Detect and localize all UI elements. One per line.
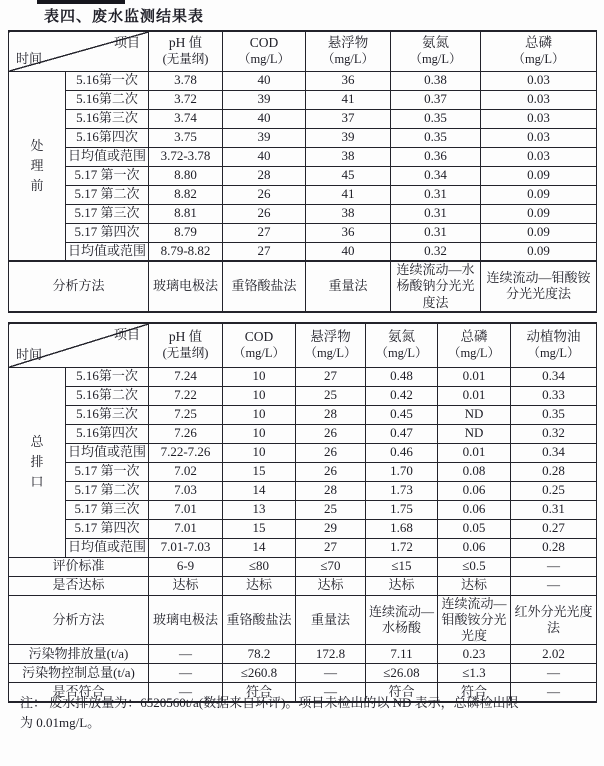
- data-cell: 0.03: [481, 90, 597, 109]
- corner-time-label: 时间: [16, 347, 43, 363]
- table-row: [9, 204, 597, 223]
- data-cell: 0.27: [511, 519, 597, 538]
- column-header: [149, 323, 223, 367]
- footer-cell: 符合: [366, 683, 438, 702]
- footer-cell: ≤260.8: [223, 664, 296, 683]
- table-outlet: [8, 322, 597, 703]
- footer-cell: 达标: [296, 576, 366, 595]
- column-unit: （mg/L）: [304, 345, 357, 360]
- column-header: [306, 31, 391, 71]
- footer-cell: ≤0.5: [438, 557, 511, 576]
- data-cell: 28: [296, 481, 366, 500]
- row-label: 5.16第二次: [66, 90, 149, 109]
- data-cell: 0.31: [511, 500, 597, 519]
- column-name: pH 值: [168, 35, 203, 50]
- data-cell: 3.74: [149, 109, 223, 128]
- data-cell: 0.31: [391, 223, 481, 242]
- footer-cell: —: [511, 664, 597, 683]
- data-cell: 0.05: [438, 519, 511, 538]
- row-label: 5.16第一次: [66, 367, 149, 386]
- row-label: 5.17 第二次: [66, 185, 149, 204]
- column-name: COD: [244, 329, 274, 344]
- data-cell: 27: [223, 223, 306, 242]
- data-cell: 7.02: [149, 462, 223, 481]
- data-cell: 29: [296, 519, 366, 538]
- data-cell: 28: [296, 405, 366, 424]
- data-cell: 0.08: [438, 462, 511, 481]
- data-cell: 39: [223, 90, 306, 109]
- data-cell: 26: [296, 443, 366, 462]
- column-name: 悬浮物: [310, 329, 351, 344]
- data-cell: 0.35: [391, 109, 481, 128]
- row-label: 5.17 第四次: [66, 519, 149, 538]
- data-cell: 41: [306, 90, 391, 109]
- footer-cell: 重铬酸盐法: [223, 595, 296, 645]
- footer-cell: 172.8: [296, 645, 366, 664]
- table-pretreatment: [8, 30, 597, 313]
- footer-row: [9, 557, 597, 576]
- table-row: [9, 109, 597, 128]
- data-cell: 0.37: [391, 90, 481, 109]
- data-cell: 10: [223, 443, 296, 462]
- corner-header: [9, 323, 149, 367]
- footer-cell: 2.02: [511, 645, 597, 664]
- column-unit: （mg/L）: [527, 345, 580, 360]
- data-cell: ND: [438, 424, 511, 443]
- footer-cell: 达标: [223, 576, 296, 595]
- table-row: [9, 481, 597, 500]
- table-row: [9, 71, 597, 90]
- data-cell: 0.03: [481, 128, 597, 147]
- footer-row-label: 是否达标: [9, 576, 149, 595]
- data-cell: 0.09: [481, 223, 597, 242]
- footnote-line2: 为 0.01mg/L。: [20, 714, 101, 730]
- data-cell: 7.25: [149, 405, 223, 424]
- footer-cell: 达标: [366, 576, 438, 595]
- data-cell: 1.75: [366, 500, 438, 519]
- data-cell: 7.01: [149, 500, 223, 519]
- footer-cell: ≤70: [296, 557, 366, 576]
- row-label: 5.17 第四次: [66, 223, 149, 242]
- data-cell: 0.47: [366, 424, 438, 443]
- row-label: 5.16第二次: [66, 386, 149, 405]
- data-cell: 0.35: [511, 405, 597, 424]
- data-cell: 0.34: [511, 367, 597, 386]
- corner-item-label: 项目: [113, 35, 140, 50]
- data-cell: 0.09: [481, 204, 597, 223]
- data-cell: 38: [306, 204, 391, 223]
- data-cell: 3.75: [149, 128, 223, 147]
- column-unit: （mg/L）: [375, 345, 428, 360]
- footer-cell: ≤80: [223, 557, 296, 576]
- footer-cell: ≤1.3: [438, 664, 511, 683]
- data-cell: 39: [306, 128, 391, 147]
- data-cell: 25: [296, 500, 366, 519]
- footer-cell: —: [511, 557, 597, 576]
- data-cell: 8.79: [149, 223, 223, 242]
- table-row: [9, 424, 597, 443]
- column-name: COD: [249, 35, 279, 50]
- footer-cell: 符合: [223, 683, 296, 702]
- column-header: [223, 31, 306, 71]
- data-cell: 0.38: [391, 71, 481, 90]
- row-label: 5.17 第三次: [66, 500, 149, 519]
- table-row: [9, 500, 597, 519]
- data-cell: 45: [306, 166, 391, 185]
- footer-row: [9, 664, 597, 683]
- table-row: [9, 185, 597, 204]
- footer-row-label: 评价标准: [9, 557, 149, 576]
- data-cell: 8.82: [149, 185, 223, 204]
- footer-cell: 重量法: [306, 261, 391, 312]
- data-cell: 8.80: [149, 166, 223, 185]
- table-row: [9, 443, 597, 462]
- data-cell: 37: [306, 109, 391, 128]
- footer-cell: —: [149, 645, 223, 664]
- column-unit: (无量纲): [162, 345, 209, 360]
- footer-row: [9, 645, 597, 664]
- data-cell: ND: [438, 405, 511, 424]
- data-cell: 10: [223, 405, 296, 424]
- column-name: 总磷: [525, 35, 552, 50]
- data-cell: 0.09: [481, 185, 597, 204]
- row-label: 5.16第四次: [66, 128, 149, 147]
- footer-cell: —: [296, 664, 366, 683]
- footer-row-label: 污染物控制总量(t/a): [9, 664, 149, 683]
- data-cell: 40: [223, 71, 306, 90]
- column-name: 氨氮: [422, 35, 449, 50]
- column-unit: （mg/L）: [232, 345, 286, 360]
- corner-header: [9, 31, 149, 71]
- footer-cell: 连续流动—水杨酸钠分光光度法: [391, 261, 481, 312]
- footer-cell: 红外分光光度法: [511, 595, 597, 645]
- column-unit: （mg/L）: [237, 51, 291, 66]
- footer-cell: 连续流动—钼酸铵分光光度: [438, 595, 511, 645]
- table-row: [9, 223, 597, 242]
- footer-cell: ≤15: [366, 557, 438, 576]
- row-label: 日均值或范围: [66, 242, 149, 261]
- column-name: 动植物油: [526, 329, 581, 344]
- data-cell: 8.81: [149, 204, 223, 223]
- footer-cell: ≤26.08: [366, 664, 438, 683]
- table-row: [9, 242, 597, 261]
- row-label: 日均值或范围: [66, 538, 149, 557]
- column-unit: (无量纲): [162, 51, 209, 66]
- row-label: 日均值或范围: [66, 443, 149, 462]
- data-cell: 26: [223, 185, 306, 204]
- footer-cell: 达标: [149, 576, 223, 595]
- footer-row-label: 污染物排放量(t/a): [9, 645, 149, 664]
- data-cell: 14: [223, 538, 296, 557]
- data-cell: 0.01: [438, 443, 511, 462]
- table-row: [9, 462, 597, 481]
- column-unit: （mg/L）: [447, 345, 501, 360]
- data-cell: 15: [223, 462, 296, 481]
- row-label: 5.17 第三次: [66, 204, 149, 223]
- column-header: [223, 323, 296, 367]
- column-header: [149, 31, 223, 71]
- footer-cell: 达标: [438, 576, 511, 595]
- data-cell: 0.09: [481, 242, 597, 261]
- data-cell: 27: [296, 538, 366, 557]
- footer-cell: 7.11: [366, 645, 438, 664]
- column-header: [391, 31, 481, 71]
- data-cell: 0.33: [511, 386, 597, 405]
- data-cell: 1.72: [366, 538, 438, 557]
- column-unit: （mg/L）: [409, 51, 462, 66]
- data-cell: 8.79-8.82: [149, 242, 223, 261]
- data-cell: 40: [306, 242, 391, 261]
- column-header: [296, 323, 366, 367]
- data-cell: 0.31: [391, 204, 481, 223]
- column-header: [511, 323, 597, 367]
- data-cell: 28: [223, 166, 306, 185]
- data-cell: 27: [296, 367, 366, 386]
- corner-time-label: 时间: [16, 51, 43, 67]
- footer-row-label: 是否符合: [9, 683, 149, 702]
- footer-cell: —: [296, 683, 366, 702]
- row-label: 5.17 第一次: [66, 166, 149, 185]
- data-cell: 0.42: [366, 386, 438, 405]
- footer-cell: 重铬酸盐法: [223, 261, 306, 312]
- footer-row-label: 分析方法: [9, 595, 149, 645]
- data-cell: 3.78: [149, 71, 223, 90]
- column-header: [481, 31, 597, 71]
- footer-cell: 重量法: [296, 595, 366, 645]
- data-cell: 7.01-7.03: [149, 538, 223, 557]
- footer-cell: 78.2: [223, 645, 296, 664]
- data-cell: 41: [306, 185, 391, 204]
- table-row: [9, 405, 597, 424]
- data-cell: 1.73: [366, 481, 438, 500]
- data-cell: 0.34: [391, 166, 481, 185]
- data-cell: 10: [223, 424, 296, 443]
- corner-item-label: 项目: [113, 327, 140, 342]
- table-row: [9, 90, 597, 109]
- data-cell: 0.06: [438, 500, 511, 519]
- data-cell: 0.03: [481, 71, 597, 90]
- data-cell: 10: [223, 367, 296, 386]
- footer-cell: 符合: [438, 683, 511, 702]
- scan-artifact: [37, 0, 125, 4]
- data-cell: 39: [223, 128, 306, 147]
- footer-cell: —: [149, 664, 223, 683]
- data-cell: 3.72-3.78: [149, 147, 223, 166]
- table-row: [9, 367, 597, 386]
- data-cell: 0.28: [511, 462, 597, 481]
- footer-row: [9, 261, 597, 312]
- data-cell: 0.31: [391, 185, 481, 204]
- column-name: 悬浮物: [327, 35, 369, 50]
- row-label: 日均值或范围: [66, 147, 149, 166]
- data-cell: 7.24: [149, 367, 223, 386]
- footer-row: [9, 595, 597, 645]
- data-cell: 0.46: [366, 443, 438, 462]
- footer-row: [9, 576, 597, 595]
- footer-cell: 6-9: [149, 557, 223, 576]
- footer-cell: —: [511, 683, 597, 702]
- table-row: [9, 538, 597, 557]
- data-cell: 7.01: [149, 519, 223, 538]
- data-cell: 0.06: [438, 481, 511, 500]
- data-cell: 0.01: [438, 386, 511, 405]
- data-cell: 0.03: [481, 147, 597, 166]
- data-cell: 0.25: [511, 481, 597, 500]
- data-cell: 0.03: [481, 109, 597, 128]
- data-cell: 38: [306, 147, 391, 166]
- footer-cell: —: [511, 576, 597, 595]
- data-cell: 26: [223, 204, 306, 223]
- data-cell: 3.72: [149, 90, 223, 109]
- data-cell: 36: [306, 71, 391, 90]
- footer-cell: 连续流动—钼酸铵分光光度法: [481, 261, 597, 312]
- data-cell: 25: [296, 386, 366, 405]
- data-cell: 0.01: [438, 367, 511, 386]
- data-cell: 40: [223, 147, 306, 166]
- data-cell: 0.32: [391, 242, 481, 261]
- footer-cell: 玻璃电极法: [149, 261, 223, 312]
- data-cell: 0.35: [391, 128, 481, 147]
- row-label: 5.16第一次: [66, 71, 149, 90]
- data-cell: 7.22: [149, 386, 223, 405]
- data-cell: 7.22-7.26: [149, 443, 223, 462]
- footer-cell: 连续流动—水杨酸: [366, 595, 438, 645]
- data-cell: 10: [223, 386, 296, 405]
- data-cell: 1.70: [366, 462, 438, 481]
- column-name: 总磷: [460, 329, 488, 344]
- data-cell: 27: [223, 242, 306, 261]
- column-name: 氨氮: [388, 329, 415, 344]
- footnote-line1: 注： 废水排放量为：6520560t/a(数据来自环评)。项目未检出的以 ND 表示，总磷检出限: [20, 695, 519, 710]
- data-cell: 0.36: [391, 147, 481, 166]
- data-cell: 7.03: [149, 481, 223, 500]
- column-unit: （mg/L）: [321, 51, 375, 66]
- footer-cell: —: [149, 683, 223, 702]
- data-cell: 15: [223, 519, 296, 538]
- footnote: [20, 693, 595, 732]
- table-row: [9, 519, 597, 538]
- table-row: [9, 147, 597, 166]
- data-cell: 0.45: [366, 405, 438, 424]
- data-cell: 0.34: [511, 443, 597, 462]
- table-row: [9, 386, 597, 405]
- data-cell: 0.32: [511, 424, 597, 443]
- data-cell: 26: [296, 424, 366, 443]
- data-cell: 14: [223, 481, 296, 500]
- table-row: [9, 166, 597, 185]
- data-cell: 36: [306, 223, 391, 242]
- row-group-label: 总 排 口: [9, 367, 66, 557]
- footer-cell: 玻璃电极法: [149, 595, 223, 645]
- data-cell: 1.68: [366, 519, 438, 538]
- row-label: 5.16第四次: [66, 424, 149, 443]
- footer-cell: 0.23: [438, 645, 511, 664]
- column-header: [438, 323, 511, 367]
- row-label: 5.17 第二次: [66, 481, 149, 500]
- page-title: 表四、废水监测结果表: [44, 9, 205, 25]
- data-cell: 40: [223, 109, 306, 128]
- data-cell: 13: [223, 500, 296, 519]
- data-cell: 0.48: [366, 367, 438, 386]
- data-cell: 0.28: [511, 538, 597, 557]
- column-header: [366, 323, 438, 367]
- data-cell: 0.09: [481, 166, 597, 185]
- data-cell: 7.26: [149, 424, 223, 443]
- table-row: [9, 128, 597, 147]
- row-group-label: 处 理 前: [9, 71, 66, 261]
- column-unit: （mg/L）: [512, 51, 565, 66]
- footer-row-label: 分析方法: [9, 261, 149, 312]
- row-label: 5.17 第一次: [66, 462, 149, 481]
- data-cell: 26: [296, 462, 366, 481]
- column-name: pH 值: [168, 329, 203, 344]
- data-cell: 0.06: [438, 538, 511, 557]
- row-label: 5.16第三次: [66, 405, 149, 424]
- row-label: 5.16第三次: [66, 109, 149, 128]
